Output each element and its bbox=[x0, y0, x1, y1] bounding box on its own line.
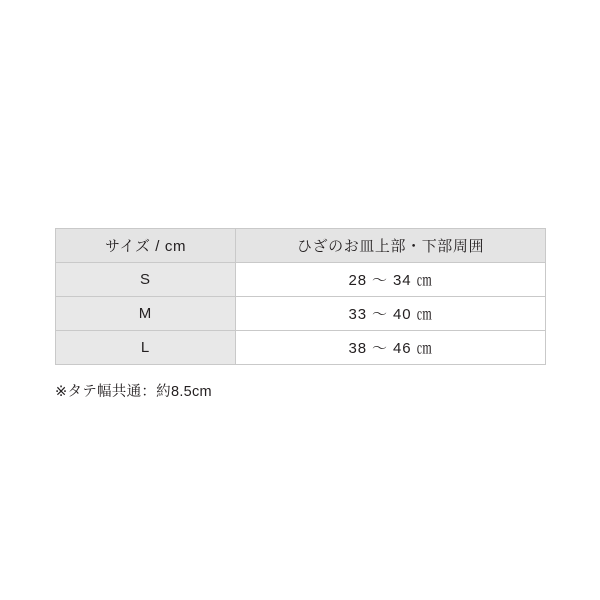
table-header bbox=[56, 229, 546, 263]
size-range-l: 38 〜 46 ㎝ bbox=[236, 331, 546, 365]
column-header-measurement: ひざのお皿上部・下部周囲 bbox=[236, 229, 546, 263]
column-header-size: サイズ / cm bbox=[56, 229, 236, 263]
table-footnote: ※タテ幅共通：約8.5cm bbox=[55, 384, 212, 400]
table-row bbox=[56, 263, 546, 297]
table-header-row bbox=[56, 229, 546, 263]
size-range-s: 28 〜 34 ㎝ bbox=[236, 263, 546, 297]
table-body bbox=[56, 263, 546, 365]
size-table bbox=[55, 228, 546, 365]
size-label-l: L bbox=[56, 331, 236, 365]
table-row bbox=[56, 331, 546, 365]
size-label-m: M bbox=[56, 297, 236, 331]
table-row bbox=[56, 297, 546, 331]
size-label-s: S bbox=[56, 263, 236, 297]
size-table-container bbox=[55, 228, 545, 365]
size-range-m: 33 〜 40 ㎝ bbox=[236, 297, 546, 331]
